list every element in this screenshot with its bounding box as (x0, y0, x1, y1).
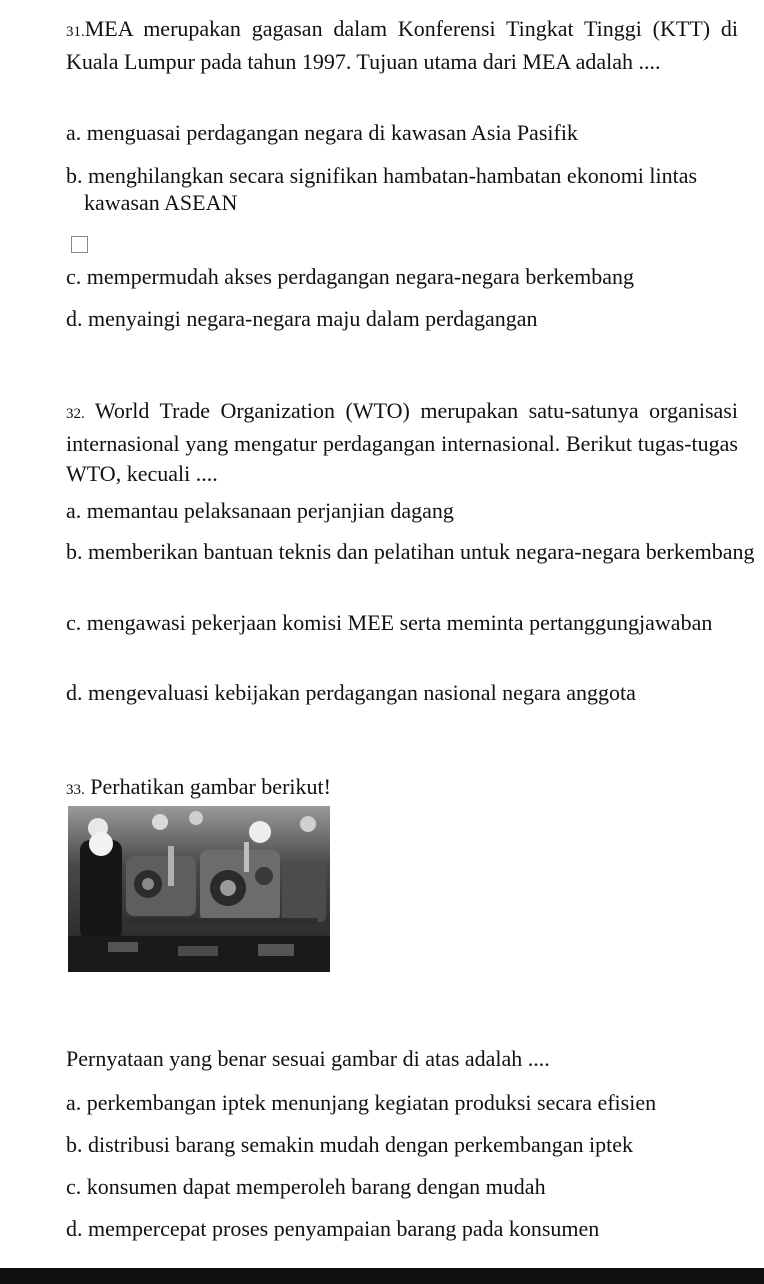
question-33 (66, 772, 738, 805)
q31-option-b[interactable]: b. menghilangkan secara signifikan hambatan-hambatan ekonomi lintas kawasan ASEAN (66, 163, 698, 215)
q32-option-c[interactable]: c. mengawasi pekerjaan komisi MEE serta meminta pertanggungjawaban (66, 610, 713, 635)
question-32-number: 32. (66, 406, 85, 422)
question-32-text: World Trade Organization (WTO) merupakan satu-satunya organisasi internasional yang mengatur perdagangan internasional. Berikut tugas-tugas WTO, kecuali .... (66, 398, 738, 486)
question-31-text: MEA merupakan gagasan dalam Konferensi Tingkat Tinggi (KTT) di Kuala Lumpur pada tahun 1997. Tujuan utama dari MEA adalah .... (66, 16, 738, 74)
q33-option-d[interactable]: d. mempercepat proses penyampaian barang pada konsumen (66, 1216, 600, 1241)
question-33-statement: Pernyataan yang benar sesuai gambar di atas adalah .... (66, 1046, 550, 1071)
bottom-border (0, 1268, 764, 1284)
q31-option-c[interactable]: c. mempermudah akses perdagangan negara-negara berkembang (66, 264, 635, 289)
q33-option-c[interactable]: c. konsumen dapat memperoleh barang dengan mudah (66, 1174, 546, 1199)
question-33-number: 33. (66, 782, 85, 798)
factory-workers-photo (68, 806, 330, 972)
answer-checkbox[interactable] (71, 236, 88, 253)
question-32 (66, 396, 738, 489)
question-31-number: 31. (66, 24, 85, 40)
question-33-text: Perhatikan gambar berikut! (90, 774, 331, 799)
q32-option-d[interactable]: d. mengevaluasi kebijakan perdagangan nasional negara anggota (66, 680, 636, 705)
q31-option-a[interactable]: a. menguasai perdagangan negara di kawasan Asia Pasifik (66, 120, 578, 145)
q33-option-a[interactable]: a. perkembangan iptek menunjang kegiatan produksi secara efisien (66, 1090, 657, 1115)
q32-option-a[interactable]: a. memantau pelaksanaan perjanjian dagang (66, 498, 454, 523)
question-31 (66, 14, 738, 77)
q31-option-d[interactable]: d. menyaingi negara-negara maju dalam perdagangan (66, 306, 538, 331)
q32-option-b[interactable]: b. memberikan bantuan teknis dan pelatihan untuk negara-negara berkembang (66, 539, 755, 564)
q33-option-b[interactable]: b. distribusi barang semakin mudah dengan perkembangan iptek (66, 1132, 633, 1157)
